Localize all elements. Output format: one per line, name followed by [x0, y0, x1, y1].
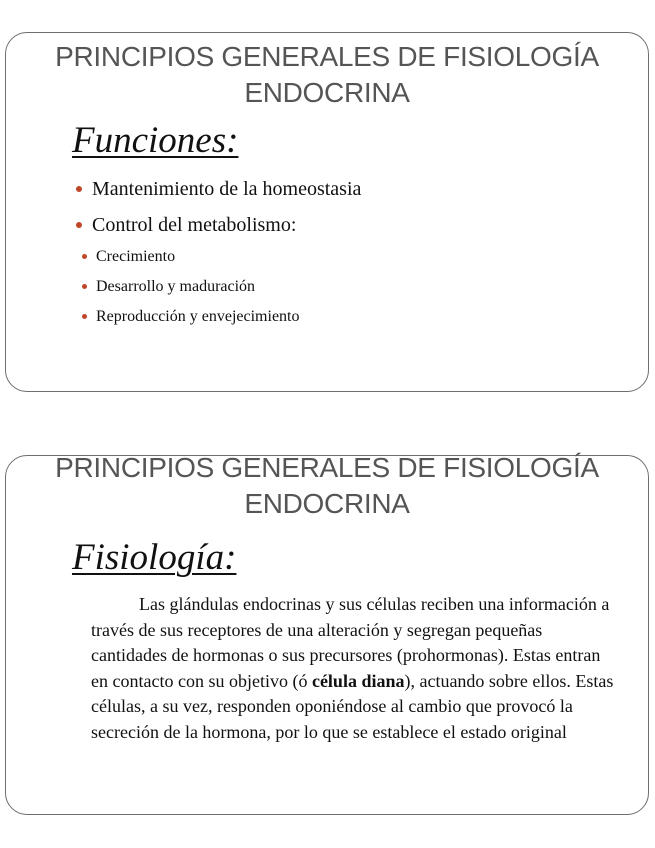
section-heading: Fisiología: — [72, 537, 237, 578]
body-paragraph — [91, 592, 621, 745]
slide-title-line2: ENDOCRINA — [244, 77, 410, 108]
paragraph-text-part2: ), actuando sobre ellos. Estas células, a su vez, responden oponiéndose al cambio que provocó la secreción de la hormona, por lo que se establece el estado original — [91, 670, 614, 742]
bullet-item — [76, 213, 361, 237]
sub-bullet-list — [82, 247, 361, 327]
bullet-list — [76, 177, 361, 337]
sub-bullet-group — [76, 247, 361, 327]
slide-title-line2: ENDOCRINA — [244, 488, 410, 519]
bullet-item-label: Control del metabolismo: — [92, 214, 297, 236]
sub-bullet-item: Desarrollo y maduración — [82, 277, 361, 297]
slide-title-line1: PRINCIPIOS GENERALES DE FISIOLOGÍA — [55, 452, 599, 483]
sub-bullet-item: Crecimiento — [82, 247, 361, 267]
section-heading: Funciones: — [72, 120, 239, 161]
slide-title — [6, 450, 648, 522]
slide-funciones — [5, 32, 649, 392]
slide-title-line1: PRINCIPIOS GENERALES DE FISIOLOGÍA — [55, 41, 599, 72]
bullet-item: Mantenimiento de la homeostasia — [76, 177, 361, 201]
paragraph-bold-term: célula diana — [311, 670, 405, 691]
sub-bullet-item: Reproducción y envejecimiento — [82, 307, 361, 327]
paragraph-text-part1: Las glándulas endocrinas y sus células reciben una información a través de sus receptores de una alteración y segregan pequeñas cantidades de hormonas o sus precursores (prohormonas). Estas entran en contacto con su objetivo (ó — [91, 594, 610, 691]
slide-title — [6, 39, 648, 111]
slide-fisiologia — [5, 452, 649, 815]
